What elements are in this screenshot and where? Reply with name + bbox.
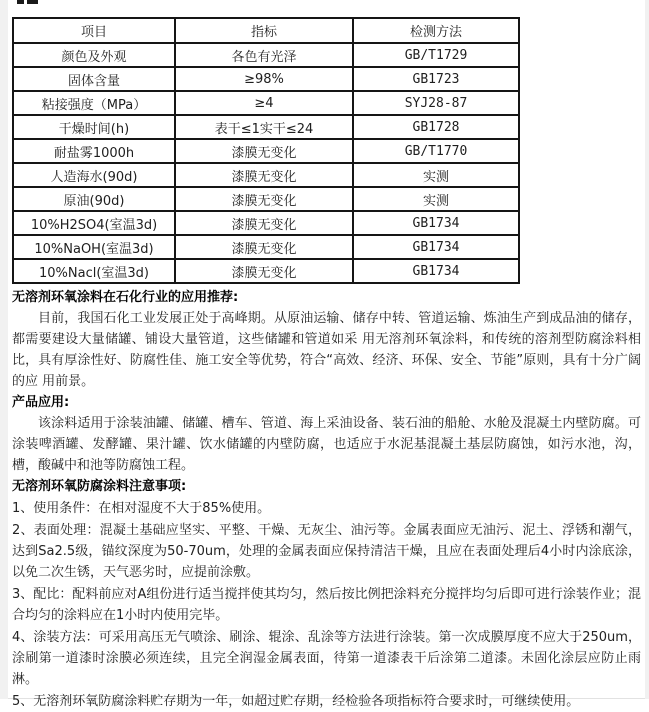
cell-index: 漆膜无变化 [175,211,353,235]
note-item-5: 5、无溶剂环氧防腐涂料贮存期为一年，如超过贮存期，经检验各项指标符合要求时，可继续使用。 [12,694,580,709]
document-content-area [8,0,645,709]
table-row [13,259,519,283]
paragraph-application: 目前，我国石化工业发展正处于高峰期。从原油运输、储存中转、管道运输、炼油生产到成品油的储存，都需要建设大量储罐、铺设大量管道，这些储罐和管道如采 用无溶剂环氧涂料，和传统的溶剂型防腐涂料相比，具有厚涂性好、防腐性佳、施工安全等优势，符合“高效、经济、环保、安全、节能”原则，具有十分广阔的应 用前景。 [12,311,641,389]
table-row [13,67,519,91]
cell-index: 漆膜无变化 [175,187,353,211]
cell-method: GB1734 [353,259,519,283]
heading-product: 产品应用: [12,395,70,410]
cell-method: GB1734 [353,211,519,235]
cell-index: 漆膜无变化 [175,235,353,259]
table-row [13,91,519,115]
cell-item: 颜色及外观 [13,43,175,67]
column-header-index: 指标 [175,18,353,43]
cell-item: 人造海水(90d) [13,163,175,187]
cell-method: GB1734 [353,235,519,259]
cell-method: GB1728 [353,115,519,139]
cell-method: 实测 [353,187,519,211]
column-header-method: 检测方法 [353,18,519,43]
paragraph-product: 该涂料适用于涂装油罐、储罐、槽车、管道、海上采油设备、装石油的船舱、水舱及混凝土内壁防腐。可涂装啤酒罐、发酵罐、果汁罐、饮水储罐的内壁防腐，也适应于水泥基混凝土基层防腐蚀，如污水池，沟，槽，酸碱中和池等防腐蚀工程。 [12,416,641,473]
cell-index: 漆膜无变化 [175,139,353,163]
cell-item: 10%NaOH(室温3d) [13,235,175,259]
cell-item: 10%H2SO4(室温3d) [13,211,175,235]
note-item-4: 4、涂装方法：可采用高压无气喷涂、刷涂、辊涂、乱涂等方法进行涂装。第一次成膜厚度不应大于250um，涂刷第一道漆时涂膜必须连续，且完全润湿金属表面，待第一道漆表干后涂第二道漆。未固化涂层应防止雨淋。 [12,630,641,687]
cell-index: 漆膜无变化 [175,163,353,187]
cell-index: 各色有光泽 [175,43,353,67]
cell-item: 固体含量 [13,67,175,91]
column-header-item: 项目 [13,18,175,43]
clipped-heading-fragment [17,0,24,4]
table-row [13,187,519,211]
cell-item: 耐盐雾1000h [13,139,175,163]
table-header-row [13,18,519,43]
table-row [13,139,519,163]
cell-method: GB1723 [353,67,519,91]
cell-item: 干燥时间(h) [13,115,175,139]
spec-table [12,17,520,284]
table-row [13,163,519,187]
body-text [12,287,641,712]
cell-index: 表干≤1实干≤24 [175,115,353,139]
cell-item: 10%Nacl(室温3d) [13,259,175,283]
note-item-1: 1、使用条件：在相对湿度不大于85%使用。 [12,501,271,516]
cell-method: SYJ28-87 [353,91,519,115]
heading-application: 无溶剂环氧涂料在石化行业的应用推荐: [12,290,239,305]
cell-method: GB/T1770 [353,139,519,163]
heading-notes: 无溶剂环氧防腐涂料注意事项: [12,479,187,494]
cell-method: 实测 [353,163,519,187]
cell-index: 漆膜无变化 [175,259,353,283]
table-row [13,115,519,139]
note-item-3: 3、配比：配料前应对A组份进行适当搅拌使其均匀，然后按比例把涂料充分搅拌均匀后即可进行涂装作业；混合均匀的涂料应在1小时内使用完毕。 [12,587,641,623]
cell-index: ≥4 [175,91,353,115]
cell-item: 粘接强度（MPa） [13,91,175,115]
clipped-heading-fragment [27,0,38,4]
cell-index: ≥98% [175,67,353,91]
cell-method: GB/T1729 [353,43,519,67]
table-row [13,211,519,235]
table-row [13,235,519,259]
cell-item: 原油(90d) [13,187,175,211]
table-row [13,43,519,67]
note-item-2: 2、表面处理：混凝土基础应坚实、平整、干燥、无灰尘、油污等。金属表面应无油污、泥土、浮锈和潮气，达到Sa2.5级，锚纹深度为50-70um，处理的金属表面应保持清洁干燥，且应在表面处理后4小时内涂底涂，以免二次生锈，天气恶劣时，应提前涂敷。 [12,523,641,580]
